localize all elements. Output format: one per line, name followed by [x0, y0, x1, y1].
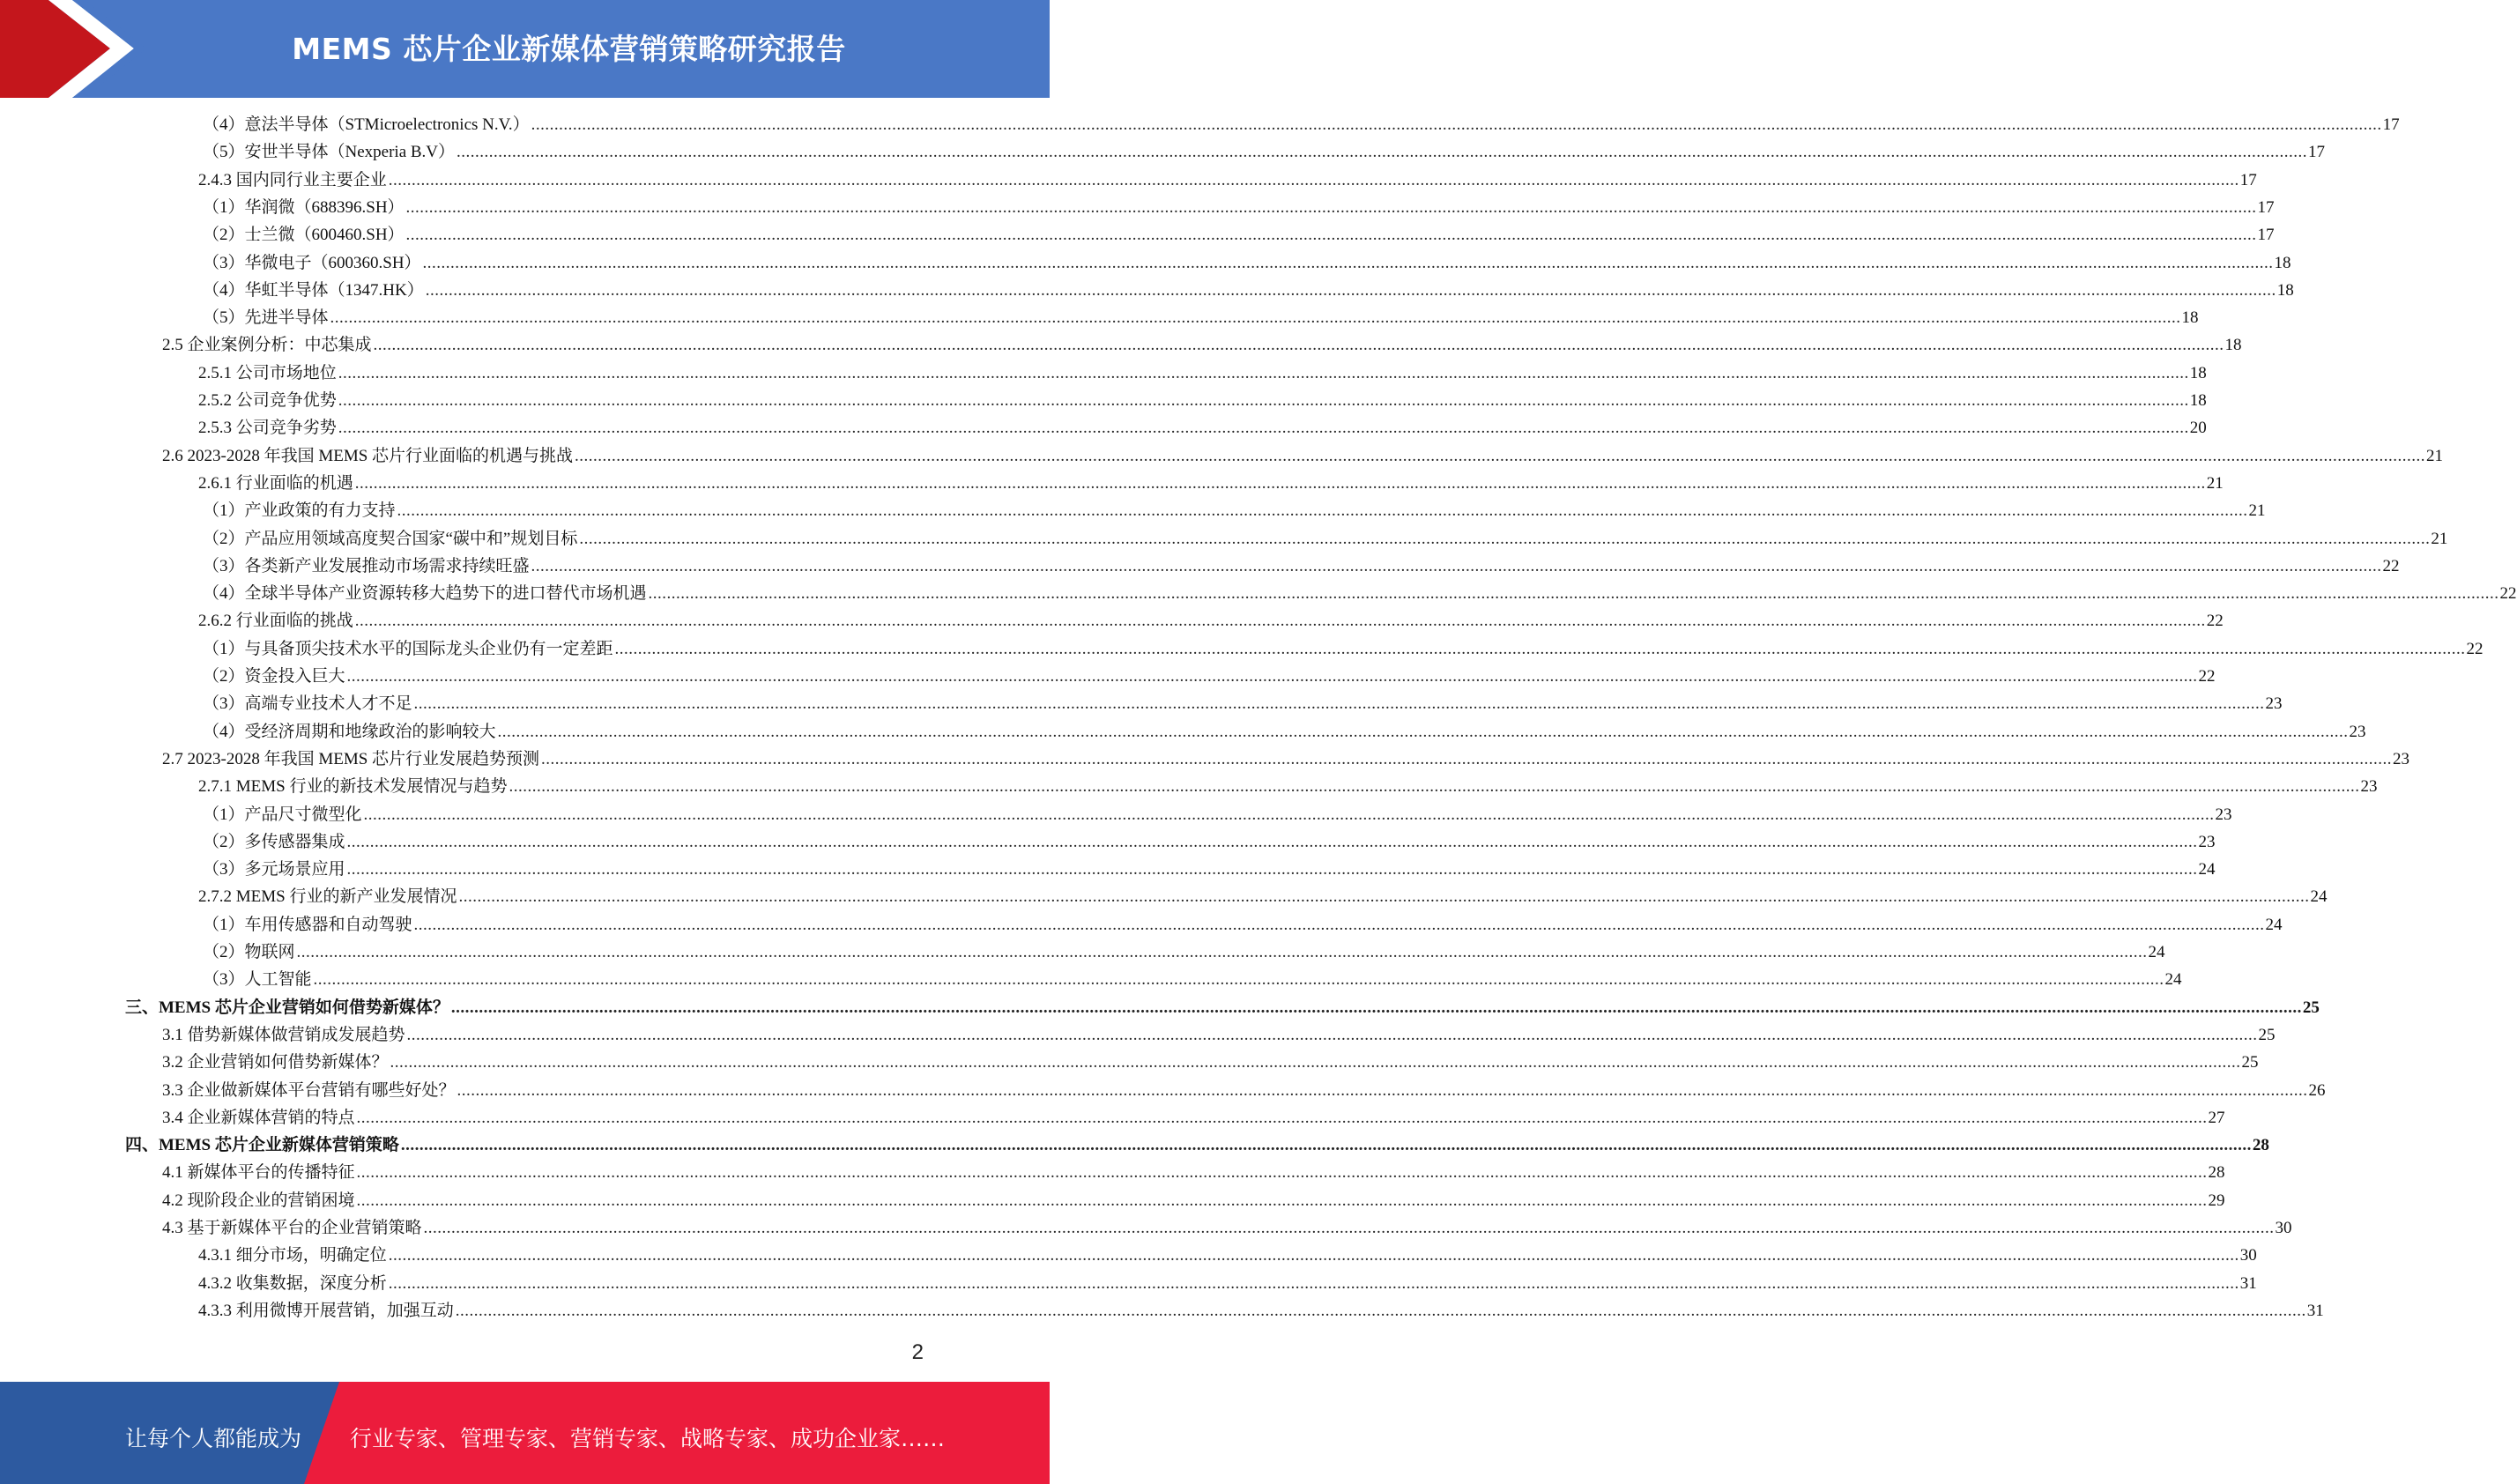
toc-entry-label: 2.4.3 国内同行业主要企业 — [198, 170, 387, 189]
toc-entry-label: （5）安世半导体（Nexperia B.V） — [203, 143, 456, 162]
toc-entry[interactable] — [162, 1159, 2225, 1186]
toc-entry[interactable] — [162, 331, 2242, 359]
toc-entry-page: 23 — [2349, 722, 2366, 741]
toc-dot-leader: ................................................................................................................................................................................................................................................................................................................................................................................................................ — [575, 446, 2426, 465]
toc-dot-leader: ................................................................................................................................................................................................................................................................................................................................................................................................................ — [338, 391, 2189, 410]
toc-entry-page: 25 — [2302, 998, 2320, 1017]
toc-entry-label: （2）物联网 — [203, 943, 295, 961]
toc-entry-page: 21 — [2426, 446, 2444, 465]
toc-entry[interactable] — [203, 249, 2291, 277]
toc-entry-page: 24 — [2164, 970, 2182, 990]
toc-dot-leader: ................................................................................................................................................................................................................................................................................................................................................................................................................ — [458, 887, 2310, 907]
toc-entry[interactable] — [198, 607, 2224, 634]
toc-dot-leader: ................................................................................................................................................................................................................................................................................................................................................................................................................ — [579, 529, 2431, 548]
toc-entry-page: 17 — [2382, 115, 2400, 134]
toc-entry-page: 23 — [2265, 694, 2283, 714]
toc-entry-label: 3.3 企业做新媒体平台营销有哪些好处？ — [162, 1080, 456, 1100]
toc-entry-label: 4.1 新媒体平台的传播特征 — [162, 1163, 355, 1183]
toc-entry[interactable] — [162, 442, 2444, 470]
toc-entry[interactable] — [203, 635, 2484, 663]
page-number: 2 — [911, 1340, 924, 1364]
toc-dot-leader: ................................................................................................................................................................................................................................................................................................................................................................................................................ — [405, 197, 2257, 217]
toc-entry-label: （4）华虹半导体（1347.HK） — [203, 280, 424, 300]
footer-slogan-left: 让每个人都能成为 — [125, 1426, 302, 1451]
toc-dot-leader: ................................................................................................................................................................................................................................................................................................................................................................................................................ — [338, 419, 2189, 438]
toc-entry-page: 24 — [2148, 943, 2165, 961]
toc-entry[interactable] — [203, 939, 2165, 966]
toc-entry-label: （3）多元场景应用 — [203, 860, 345, 879]
toc-entry-page: 18 — [2274, 253, 2291, 272]
toc-dot-leader: ................................................................................................................................................................................................................................................................................................................................................................................................................ — [397, 501, 2248, 521]
toc-dot-leader: ................................................................................................................................................................................................................................................................................................................................................................................................................ — [450, 998, 2302, 1017]
toc-dot-leader: ................................................................................................................................................................................................................................................................................................................................................................................................................ — [425, 280, 2276, 300]
toc-entry[interactable] — [125, 1132, 2269, 1159]
toc-entry[interactable] — [203, 856, 2216, 883]
toc-dot-leader: ................................................................................................................................................................................................................................................................................................................................................................................................................ — [388, 1273, 2239, 1293]
toc-dot-leader: ................................................................................................................................................................................................................................................................................................................................................................................................................ — [400, 1136, 2252, 1155]
toc-entry-page: 22 — [2499, 584, 2517, 604]
toc-dot-leader: ................................................................................................................................................................................................................................................................................................................................................................................................................ — [541, 749, 2393, 768]
toc-entry-label: （1）与具备顶尖技术水平的国际龙头企业仍有一定差距 — [203, 639, 613, 658]
toc-entry-page: 17 — [2308, 143, 2326, 162]
toc-entry[interactable] — [198, 470, 2224, 497]
toc-dot-leader: ................................................................................................................................................................................................................................................................................................................................................................................................................ — [356, 1108, 2208, 1127]
toc-entry-page: 18 — [2189, 363, 2207, 382]
toc-dot-leader: ................................................................................................................................................................................................................................................................................................................................................................................................................ — [413, 915, 2265, 934]
toc-entry[interactable] — [203, 525, 2448, 553]
toc-entry-page: 28 — [2208, 1163, 2225, 1183]
toc-entry[interactable] — [162, 1104, 2225, 1132]
toc-dot-leader: ................................................................................................................................................................................................................................................................................................................................................................................................................ — [356, 1191, 2208, 1210]
toc-dot-leader: ................................................................................................................................................................................................................................................................................................................................................................................................................ — [614, 639, 2466, 658]
toc-entry-page: 21 — [2206, 473, 2224, 493]
toc-dot-leader: ................................................................................................................................................................................................................................................................................................................................................................................................................ — [457, 1080, 2308, 1100]
toc-entry[interactable] — [198, 1242, 2257, 1269]
toc-entry-label: （5）先进半导体 — [203, 308, 329, 328]
toc-entry[interactable] — [198, 773, 2378, 800]
toc-dot-leader: ................................................................................................................................................................................................................................................................................................................................................................................................................ — [354, 473, 2206, 493]
toc-entry-page: 18 — [2181, 308, 2199, 328]
toc-entry-label: 2.5 企业案例分析：中芯集成 — [162, 336, 372, 355]
toc-entry-page: 30 — [2275, 1219, 2292, 1237]
toc-dot-leader: ................................................................................................................................................................................................................................................................................................................................................................................................................ — [406, 1025, 2258, 1044]
toc-entry-label: （3）高端专业技术人才不足 — [203, 694, 412, 714]
toc-entry[interactable] — [203, 828, 2216, 856]
toc-entry-page: 23 — [2360, 777, 2378, 797]
toc-entry-label: 三、MEMS 芯片企业营销如何借势新媒体？ — [125, 998, 449, 1017]
toc-entry[interactable] — [203, 911, 2283, 939]
toc-entry-label: 2.6 2023-2028 年我国 MEMS 芯片行业面临的机遇与挑战 — [162, 446, 574, 465]
toc-dot-leader: ................................................................................................................................................................................................................................................................................................................................................................................................................ — [346, 832, 2198, 851]
toc-dot-leader: ................................................................................................................................................................................................................................................................................................................................................................................................................ — [509, 777, 2360, 797]
toc-entry-label: 2.5.3 公司竞争劣势 — [198, 419, 337, 438]
toc-entry-label: （1）车用传感器和自动驾驶 — [203, 915, 412, 934]
toc-entry-page: 17 — [2239, 170, 2257, 189]
page-footer — [0, 1382, 1050, 1484]
toc-entry-page: 29 — [2208, 1191, 2225, 1210]
toc-dot-leader: ................................................................................................................................................................................................................................................................................................................................................................................................................ — [338, 363, 2189, 382]
toc-dot-leader: ................................................................................................................................................................................................................................................................................................................................................................................................................ — [388, 170, 2239, 189]
toc-dot-leader: ................................................................................................................................................................................................................................................................................................................................................................................................................ — [648, 584, 2499, 604]
toc-dot-leader: ................................................................................................................................................................................................................................................................................................................................................................................................................ — [413, 694, 2265, 714]
toc-entry-label: （1）产品尺寸微型化 — [203, 805, 362, 824]
toc-entry-label: （4）受经济周期和地缘政治的影响较大 — [203, 722, 496, 741]
toc-dot-leader: ................................................................................................................................................................................................................................................................................................................................................................................................................ — [497, 722, 2349, 741]
toc-entry-label: 2.7.1 MEMS 行业的新技术发展情况与趋势 — [198, 777, 508, 797]
toc-entry-page: 18 — [2276, 280, 2294, 300]
toc-entry-label: 2.6.1 行业面临的机遇 — [198, 473, 353, 493]
toc-entry[interactable] — [203, 111, 2400, 138]
toc-entry[interactable] — [198, 1297, 2324, 1324]
toc-entry-page: 24 — [2310, 887, 2328, 907]
toc-entry-label: （3）人工智能 — [203, 970, 312, 990]
toc-dot-leader: ................................................................................................................................................................................................................................................................................................................................................................................................................ — [354, 612, 2206, 631]
toc-entry-label: （2）多传感器集成 — [203, 832, 345, 851]
toc-entry[interactable] — [203, 966, 2182, 993]
toc-entry-page: 23 — [2198, 832, 2216, 851]
toc-entry[interactable] — [125, 994, 2320, 1021]
toc-entry-label: 4.2 现阶段企业的营销困境 — [162, 1191, 355, 1210]
toc-entry[interactable] — [203, 221, 2275, 249]
toc-entry-page: 22 — [2198, 667, 2216, 686]
toc-entry-label: 4.3.3 利用微博开展营销，加强互动 — [198, 1301, 454, 1320]
toc-entry-label: （2）产品应用领域高度契合国家“碳中和”规划目标 — [203, 529, 578, 548]
toc-entry-page: 25 — [2258, 1025, 2276, 1044]
toc-entry-label: （1）华润微（688396.SH） — [203, 197, 405, 217]
toc-dot-leader: ................................................................................................................................................................................................................................................................................................................................................................................................................ — [455, 1301, 2306, 1320]
toc-entry-label: 4.3.1 细分市场，明确定位 — [198, 1246, 387, 1265]
toc-dot-leader: ................................................................................................................................................................................................................................................................................................................................................................................................................ — [313, 970, 2164, 990]
toc-dot-leader: ................................................................................................................................................................................................................................................................................................................................................................................................................ — [346, 860, 2198, 879]
page-header — [0, 0, 1050, 98]
toc-entry[interactable] — [162, 1021, 2276, 1049]
toc-dot-leader: ................................................................................................................................................................................................................................................................................................................................................................................................................ — [531, 556, 2382, 575]
toc-entry[interactable] — [203, 194, 2275, 221]
toc-entry-label: （2）资金投入巨大 — [203, 667, 345, 686]
toc-entry[interactable] — [198, 167, 2257, 194]
toc-dot-leader: ................................................................................................................................................................................................................................................................................................................................................................................................................ — [531, 115, 2382, 134]
toc-entry-label: （2）士兰微（600460.SH） — [203, 226, 405, 245]
toc-entry-page: 25 — [2241, 1053, 2259, 1072]
toc-entry-label: （1）产业政策的有力支持 — [203, 501, 396, 521]
toc-entry-page: 24 — [2265, 915, 2283, 934]
toc-entry[interactable] — [162, 1214, 2292, 1242]
toc-entry-page: 20 — [2189, 419, 2207, 438]
toc-entry[interactable] — [198, 387, 2207, 414]
toc-entry[interactable] — [203, 553, 2400, 580]
toc-entry-label: 2.5.2 公司竞争优势 — [198, 391, 337, 410]
toc-dot-leader: ................................................................................................................................................................................................................................................................................................................................................................................................................ — [457, 143, 2308, 162]
toc-entry-page: 23 — [2215, 805, 2232, 824]
toc-entry[interactable] — [198, 414, 2207, 441]
toc-entry-page: 21 — [2248, 501, 2266, 521]
toc-dot-leader: ................................................................................................................................................................................................................................................................................................................................................................................................................ — [423, 1219, 2275, 1237]
toc-entry[interactable] — [162, 1187, 2225, 1214]
toc-entry-label: （4）全球半导体产业资源转移大趋势下的进口替代市场机遇 — [203, 584, 647, 604]
toc-entry[interactable] — [203, 663, 2216, 690]
toc-entry-page: 30 — [2239, 1246, 2257, 1265]
toc-entry[interactable] — [198, 883, 2328, 910]
toc-entry[interactable] — [203, 138, 2326, 166]
toc-entry-label: （3）华微电子（600360.SH） — [203, 253, 421, 272]
toc-entry-label: 2.5.1 公司市场地位 — [198, 363, 337, 382]
report-title: MEMS 芯片企业新媒体营销策略研究报告 — [292, 32, 846, 66]
toc-entry-page: 22 — [2206, 612, 2224, 631]
toc-entry-page: 31 — [2239, 1273, 2257, 1293]
toc-entry[interactable] — [203, 304, 2199, 331]
toc-entry[interactable] — [162, 1077, 2326, 1104]
toc-entry-page: 24 — [2198, 860, 2216, 879]
toc-entry[interactable] — [162, 1049, 2259, 1076]
toc-entry-page: 23 — [2393, 749, 2410, 768]
toc-dot-leader: ................................................................................................................................................................................................................................................................................................................................................................................................................ — [363, 805, 2215, 824]
toc-dot-leader: ................................................................................................................................................................................................................................................................................................................................................................................................................ — [388, 1246, 2239, 1265]
toc-entry-page: 28 — [2252, 1136, 2269, 1155]
toc-dot-leader: ................................................................................................................................................................................................................................................................................................................................................................................................................ — [356, 1163, 2208, 1183]
toc-entry-label: （3）各类新产业发展推动市场需求持续旺盛 — [203, 556, 530, 575]
toc-dot-leader: ................................................................................................................................................................................................................................................................................................................................................................................................................ — [405, 226, 2257, 245]
toc-entry-label: 4.3.2 收集数据，深度分析 — [198, 1273, 387, 1293]
toc-entry-page: 31 — [2306, 1301, 2324, 1320]
toc-entry[interactable] — [203, 690, 2283, 717]
toc-dot-leader: ................................................................................................................................................................................................................................................................................................................................................................................................................ — [422, 253, 2274, 272]
toc-entry-page: 17 — [2257, 226, 2275, 245]
toc-entry-label: 3.2 企业营销如何借势新媒体？ — [162, 1053, 389, 1072]
toc-entry-page: 27 — [2208, 1108, 2225, 1127]
toc-entry-label: 2.7 2023-2028 年我国 MEMS 芯片行业发展趋势预测 — [162, 749, 540, 768]
toc-entry[interactable] — [203, 277, 2294, 304]
toc-entry-page: 18 — [2224, 336, 2242, 355]
toc-entry[interactable] — [198, 360, 2207, 387]
toc-dot-leader: ................................................................................................................................................................................................................................................................................................................................................................................................................ — [373, 336, 2224, 355]
toc-dot-leader: ................................................................................................................................................................................................................................................................................................................................................................................................................ — [296, 943, 2148, 961]
toc-entry-page: 18 — [2189, 391, 2207, 410]
toc-dot-leader: ................................................................................................................................................................................................................................................................................................................................................................................................................ — [330, 308, 2181, 328]
toc-dot-leader: ................................................................................................................................................................................................................................................................................................................................................................................................................ — [390, 1053, 2241, 1072]
toc-entry-page: 17 — [2257, 197, 2275, 217]
footer-slogan-right: 行业专家、管理专家、营销专家、战略专家、成功企业家…… — [350, 1426, 946, 1451]
toc-entry-page: 21 — [2431, 529, 2448, 548]
toc-entry-label: （4）意法半导体（STMicroelectronics N.V.） — [203, 115, 530, 134]
toc-entry-label: 4.3 基于新媒体平台的企业营销策略 — [162, 1219, 422, 1237]
toc-entry[interactable] — [203, 801, 2232, 828]
toc-entry-page: 26 — [2308, 1080, 2326, 1100]
toc-entry-label: 2.6.2 行业面临的挑战 — [198, 612, 353, 631]
toc-entry[interactable] — [198, 1270, 2257, 1297]
toc-entry-label: 2.7.2 MEMS 行业的新产业发展情况 — [198, 887, 457, 907]
toc-entry[interactable] — [203, 497, 2266, 524]
toc-entry-label: 3.4 企业新媒体营销的特点 — [162, 1108, 355, 1127]
toc-dot-leader: ................................................................................................................................................................................................................................................................................................................................................................................................................ — [346, 667, 2198, 686]
toc-entry[interactable] — [203, 718, 2366, 746]
toc-entry[interactable] — [162, 746, 2410, 773]
toc-entry-label: 四、MEMS 芯片企业新媒体营销策略 — [125, 1136, 399, 1155]
toc-entry-page: 22 — [2466, 639, 2484, 658]
toc-entry[interactable] — [203, 580, 2517, 607]
toc-entry-label: 3.1 借势新媒体做营销成发展趋势 — [162, 1025, 405, 1044]
toc-entry-page: 22 — [2382, 556, 2400, 575]
